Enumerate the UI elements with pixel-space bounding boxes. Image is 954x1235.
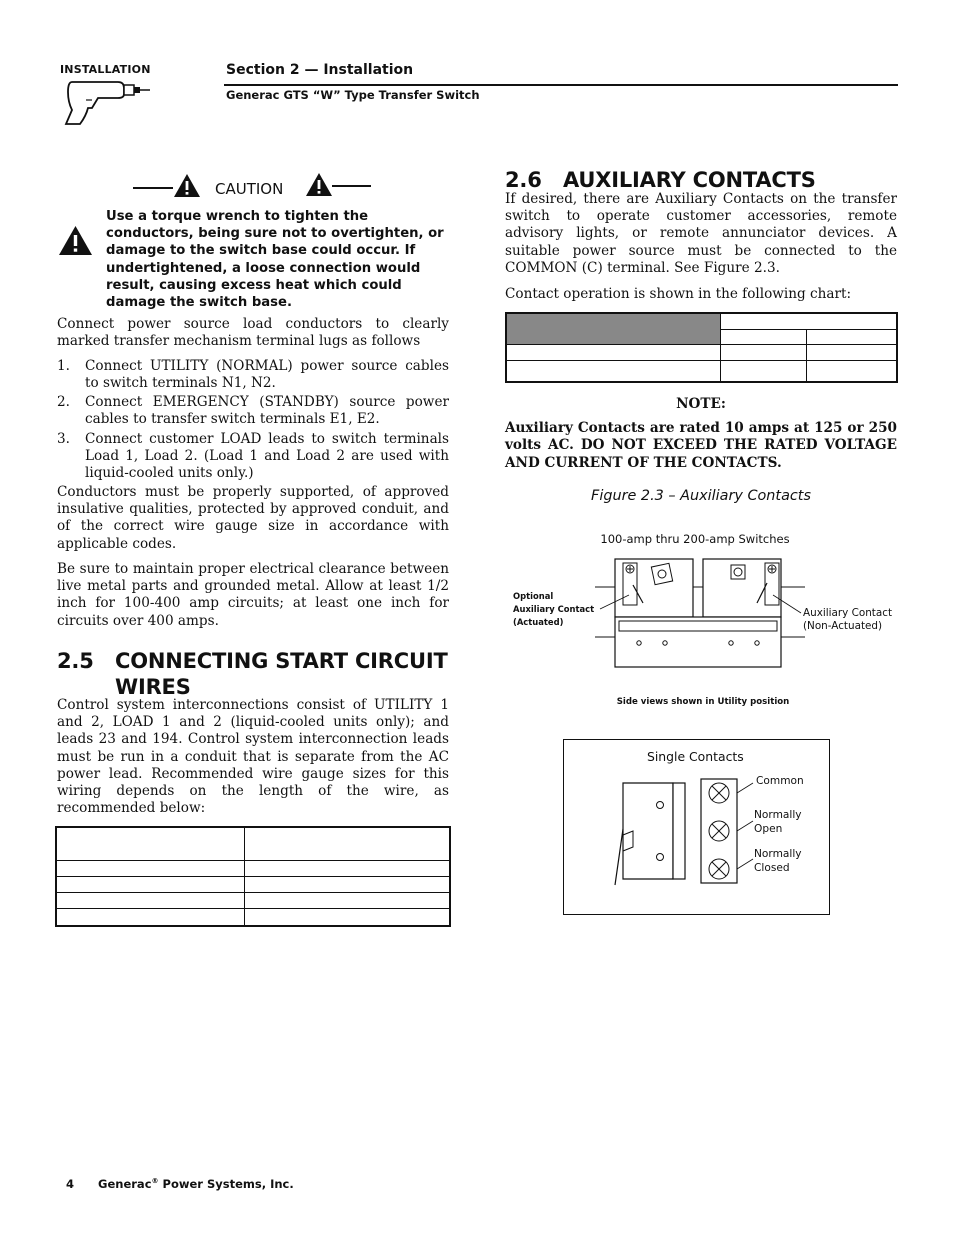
label-normally-open: Open: [754, 823, 783, 835]
installation-label: INSTALLATION: [60, 63, 151, 76]
label-aux-contact-right: Auxiliary Contact: [803, 607, 893, 619]
paragraph: Conductors must be properly supported, of approved insulative qualities, protected by approved conduit, and of the correct wire gauge size in accordance with applicable codes.: [57, 484, 449, 552]
table-cell: [807, 329, 898, 344]
registered-mark: ®: [151, 1177, 159, 1186]
note-text: Auxiliary Contacts are rated 10 amps at 125 or 250 volts AC. DO NOT EXCEED THE RATED VOLTAGE AND CURRENT OF THE CONTACTS.: [505, 420, 897, 471]
page-number: 4: [66, 1177, 75, 1191]
diagram-title: 100-amp thru 200-amp Switches: [600, 532, 790, 546]
label-normally-closed: Closed: [754, 862, 790, 874]
heading-2-5: [57, 648, 457, 700]
caution-rule-right: [332, 185, 371, 187]
switch-diagram: [505, 525, 900, 725]
caution-rule-left: [133, 187, 173, 189]
label-non-actuated: (Non-Actuated): [803, 620, 883, 632]
label-normally-closed: Normally: [754, 848, 802, 860]
list-number: 2.: [57, 394, 70, 410]
table-cell: [721, 329, 807, 344]
warning-icon: [305, 172, 333, 197]
heading-title: CONNECTING START CIRCUIT: [115, 649, 448, 673]
table-cell: [245, 860, 451, 876]
label-aux-contact: Auxiliary Contact: [513, 604, 595, 614]
table-cell: [506, 344, 721, 360]
label-common: Common: [756, 775, 804, 787]
table-header-cell: [506, 313, 721, 344]
table-cell: [245, 892, 451, 908]
contact-operation-table: [505, 312, 898, 383]
table-cell: [506, 360, 721, 382]
paragraph: Control system interconnections consist of UTILITY 1 and 2, LOAD 1 and 2 (liquid-cooled units only); and leads 23 and 194. Control system interconnection leads must be run in a conduit that is separate from the AC power lead. Recommended wire gauge sizes for this wiring depends on the length of the wire, as recommended below:: [57, 697, 449, 817]
caution-title: CAUTION: [215, 180, 284, 198]
section-title: Section 2 — Installation: [226, 62, 414, 78]
header-rule: [224, 84, 898, 86]
warning-icon: [173, 173, 201, 198]
warning-icon: [58, 225, 93, 256]
single-contacts-title: Single Contacts: [647, 749, 744, 764]
table-cell: [56, 908, 245, 926]
table-cell: [245, 827, 451, 860]
wire-gauge-table: [55, 826, 451, 927]
heading-title-cont: WIRES: [115, 675, 191, 699]
table-cell: [721, 360, 807, 382]
list-item: [57, 358, 449, 394]
heading-number: 2.5: [57, 649, 94, 673]
figure-caption: Figure 2.3 – Auxiliary Contacts: [591, 488, 811, 504]
side-views-note: Side views shown in Utility position: [616, 697, 790, 707]
heading-title: AUXILIARY CONTACTS: [563, 168, 816, 192]
table-cell: [56, 827, 245, 860]
drill-icon: [58, 76, 153, 130]
label-actuated: (Actuated): [513, 617, 564, 627]
list-text: Connect EMERGENCY (STANDBY) source power cables to transfer switch terminals E1, E2.: [85, 394, 449, 428]
list-number: 1.: [57, 358, 70, 374]
section-subtitle: Generac GTS “W” Type Transfer Switch: [226, 88, 480, 102]
heading-2-6: [505, 167, 905, 193]
single-contacts-diagram: [563, 739, 831, 916]
label-normally-open: Normally: [754, 809, 802, 821]
table-cell: [807, 344, 898, 360]
caution-text: Use a torque wrench to tighten the conductors, being sure not to overtighten, or damage to the switch base could occur. If undertightened, a loose connection would result, causing excess heat which could damage the switch base.: [106, 209, 444, 311]
table-cell: [245, 876, 451, 892]
list-item: [57, 394, 449, 430]
paragraph: Connect power source load conductors to clearly marked transfer mechanism terminal lugs as follows: [57, 316, 449, 350]
company-name-rest: Power Systems, Inc.: [158, 1177, 294, 1191]
heading-number: 2.6: [505, 168, 542, 192]
table-cell: [807, 360, 898, 382]
company-name: Generac: [98, 1177, 152, 1191]
list-text: Connect UTILITY (NORMAL) power source cables to switch terminals N1, N2.: [85, 358, 449, 392]
table-cell: [245, 908, 451, 926]
list-number: 3.: [57, 431, 70, 447]
paragraph: Contact operation is shown in the following chart:: [505, 286, 852, 302]
note-heading: NOTE:: [676, 396, 726, 412]
list-text: Connect customer LOAD leads to switch terminals Load 1, Load 2. (Load 1 and Load 2 are used with liquid-cooled units only.): [85, 431, 449, 482]
paragraph: If desired, there are Auxiliary Contacts on the transfer switch to operate customer accessories, remote advisory lights, or remote annunciator devices. A suitable power source must be connected to the COMMON (C) terminal. See Figure 2.3.: [505, 191, 897, 276]
table-cell: [56, 892, 245, 908]
table-cell: [721, 344, 807, 360]
table-cell: [56, 860, 245, 876]
table-cell: [56, 876, 245, 892]
list-item: [57, 431, 449, 485]
table-header-cell: [721, 313, 898, 329]
page-footer: [66, 1177, 294, 1191]
label-optional: Optional: [513, 591, 554, 601]
paragraph: Be sure to maintain proper electrical clearance between live metal parts and grounded metal. Allow at least 1/2 inch for 100-400 amp circuits; at least one inch for circuits over 400 amps.: [57, 561, 449, 629]
